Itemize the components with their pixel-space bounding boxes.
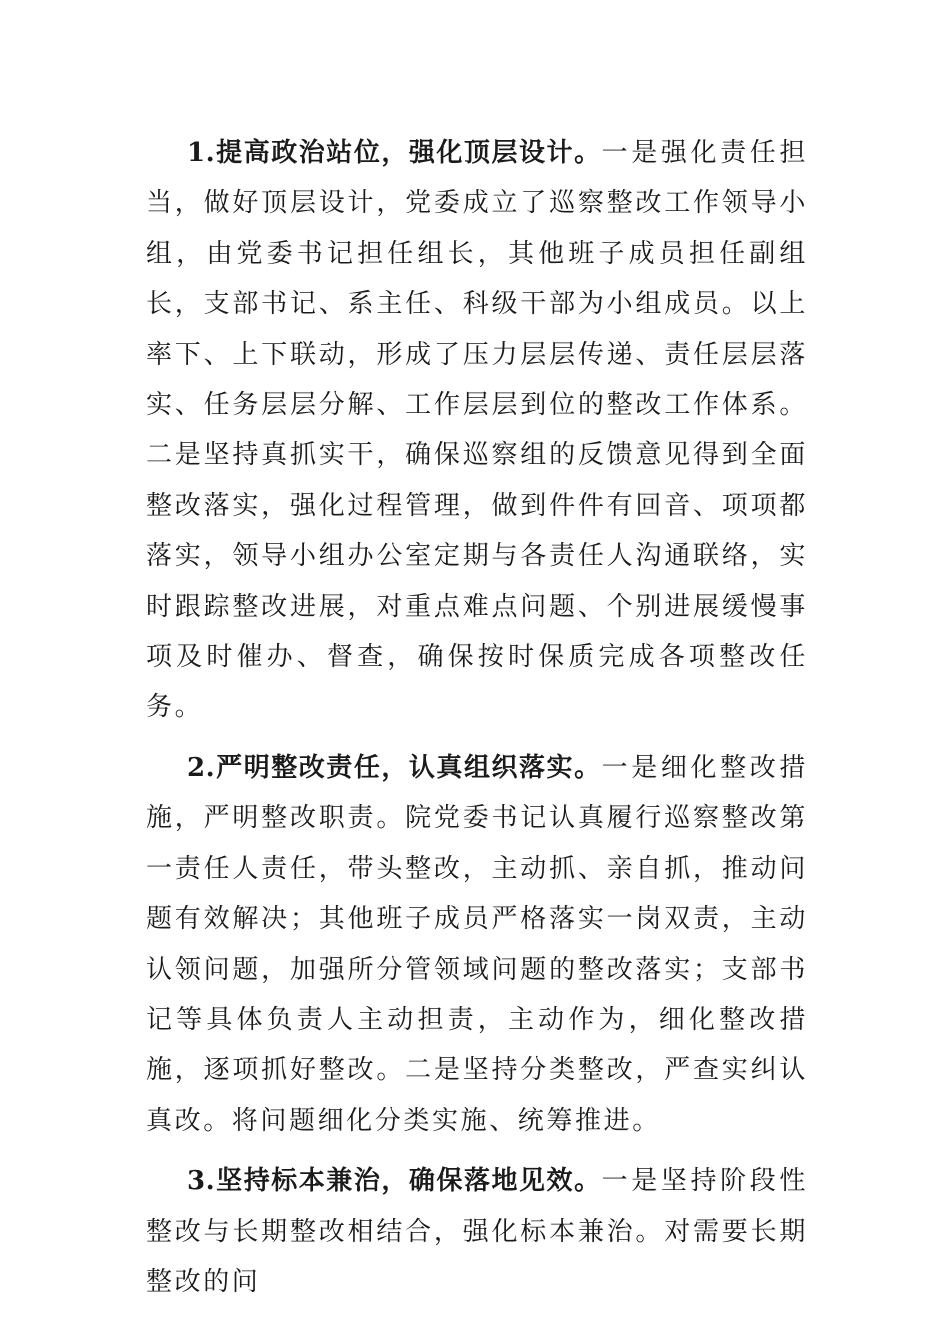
section-1-body: 一是强化责任担当，做好顶层设计，党委成立了巡察整改工作领导小组，由党委书记担任组长，其他班子成员担任副组长，支部书记、系主任、科级干部为小组成员。以上率下、上下联动，形成了压力层层传递、责任层层落实、任务层层分解、工作层层到位的整改工作体系。二是坚持真抓实干，确保巡察组的反馈意见得到全面整改落实，强化过程管理，做到件件有回音、项项都落实，领导小组办公室定期与各责任人沟通联络，实时跟踪整改进展，对重点难点问题、个别进展缓慢事项及时催办、督查，确保按时保质完成各项整改任务。 (146, 138, 808, 723)
section-3-paragraph (146, 1156, 808, 1307)
section-1-heading: 1.提高政治站位，强化顶层设计。 (187, 138, 602, 168)
section-3-body: 一是坚持阶段性整改与长期整改相结合，强化标本兼治。对需要长期整改的问 (146, 1166, 808, 1297)
section-2-heading: 2.严明整改责任，认真组织落实。 (187, 752, 602, 783)
section-3-heading: 3.坚持标本兼治，确保落地见效。 (187, 1166, 602, 1197)
section-2-paragraph (146, 743, 808, 1146)
section-1-paragraph (146, 128, 808, 733)
document-page (146, 128, 808, 1307)
section-2-body: 一是细化整改措施，严明整改职责。院党委书记认真履行巡察整改第一责任人责任，带头整改，主动抓、亲自抓，推动问题有效解决；其他班子成员严格落实一岗双责，主动认领问题，加强所分管领域问题的整改落实；支部书记等具体负责人主动担责，主动作为，细化整改措施，逐项抓好整改。二是坚持分类整改，严查实纠认真改。将问题细化分类实施、统筹推进。 (146, 752, 808, 1136)
